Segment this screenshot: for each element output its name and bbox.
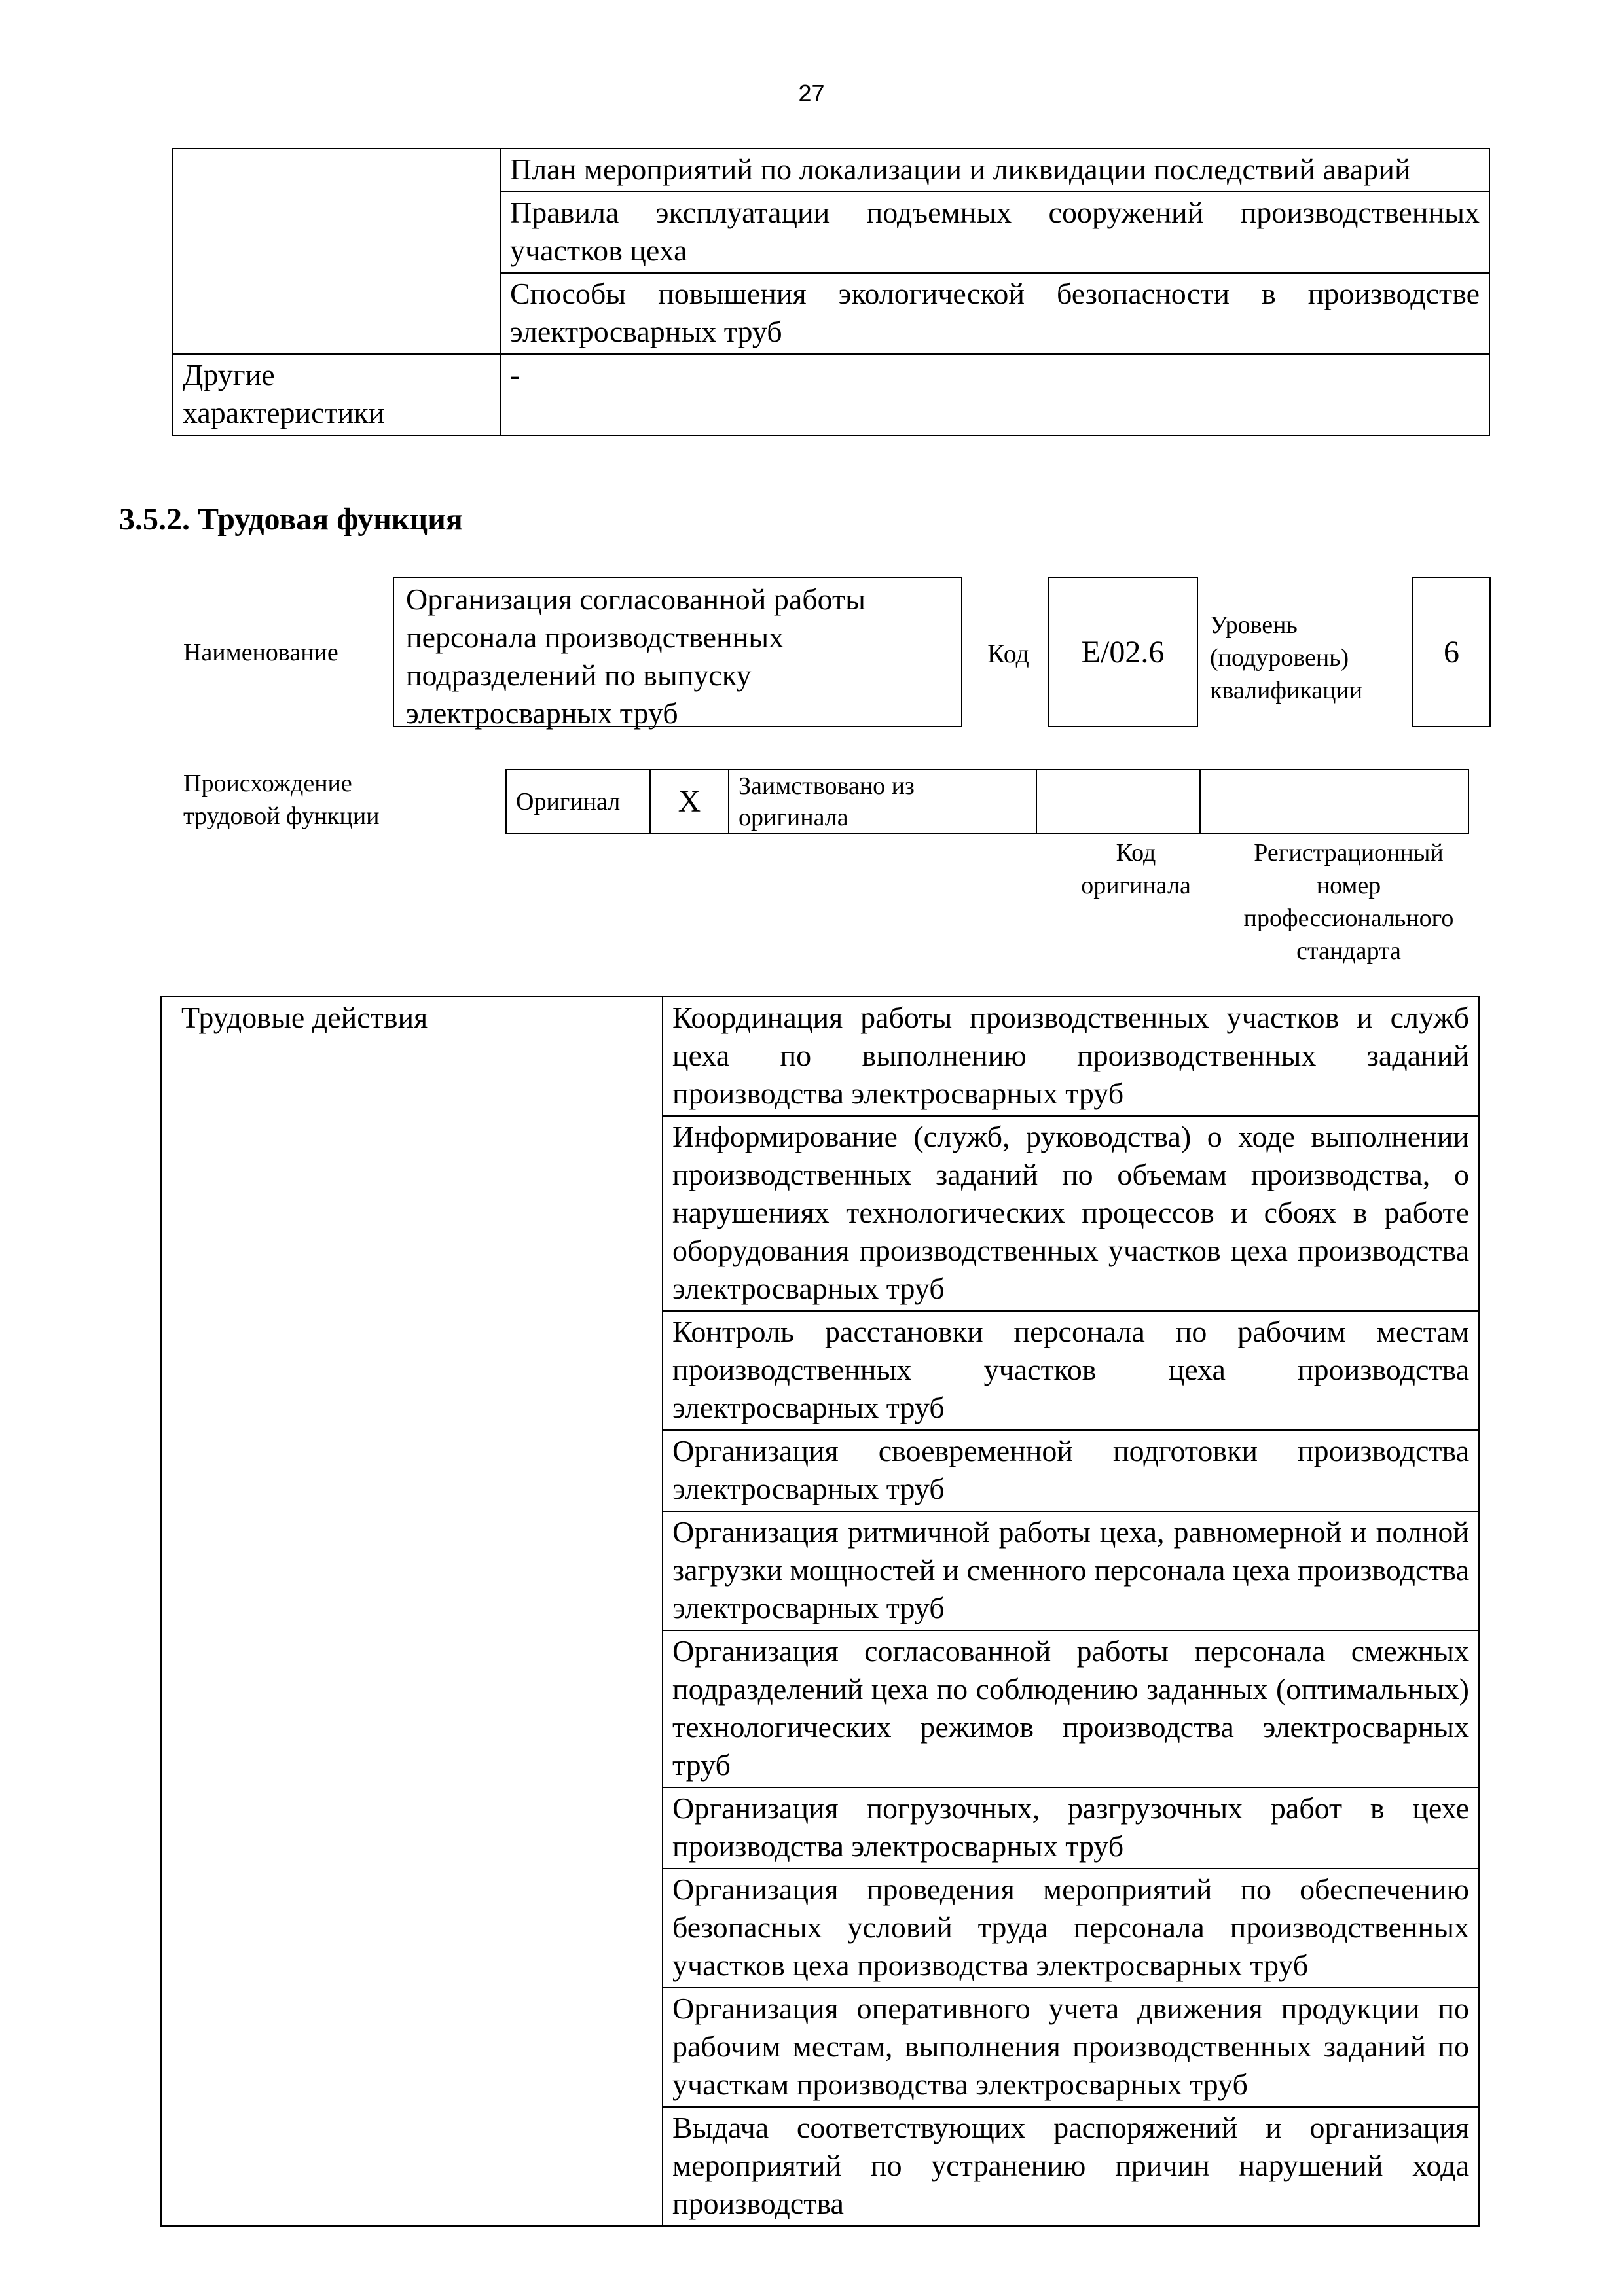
other-characteristics-label: Другие характеристики bbox=[173, 354, 500, 435]
labor-action-item: Организация погрузочных, разгрузочных работ в цехе производства электросварных труб bbox=[663, 1787, 1479, 1869]
origin-label bbox=[183, 767, 380, 833]
function-code-box: E/02.6 bbox=[1048, 577, 1198, 727]
original-mark-cell: X bbox=[650, 770, 729, 834]
labor-action-item: Организация проведения мероприятий по обеспечению безопасных условий труда персонала производственных участков цеха производства электросварных труб bbox=[663, 1869, 1479, 1988]
original-code-cell bbox=[1036, 770, 1200, 834]
section-heading: 3.5.2. Трудовая функция bbox=[119, 502, 463, 537]
labor-actions-table bbox=[160, 996, 1480, 2227]
code-label: Код bbox=[987, 639, 1029, 668]
labor-action-item: Выдача соответствующих распоряжений и организация мероприятий по устранению причин нарушений хода производства bbox=[663, 2107, 1479, 2226]
borrowed-label-cell: Заимствовано из оригинала bbox=[729, 770, 1036, 834]
empty-label-cell bbox=[173, 149, 500, 354]
labor-action-item: Координация работы производственных участков и служб цеха по выполнению производственных заданий производства электросварных труб bbox=[663, 997, 1479, 1116]
requirement-item: Правила эксплуатации подъемных сооружений производственных участков цеха bbox=[500, 192, 1489, 273]
top-requirements-table bbox=[172, 148, 1490, 436]
code-caption-line: Код bbox=[1116, 839, 1156, 867]
reg-caption-line: Регистрационный bbox=[1254, 839, 1444, 867]
registration-number-cell bbox=[1200, 770, 1468, 834]
reg-caption-line: номер bbox=[1316, 872, 1381, 899]
level-label-line: Уровень bbox=[1210, 611, 1298, 639]
registration-caption bbox=[1218, 836, 1480, 967]
labor-action-item: Организация оперативного учета движения продукции по рабочим местам, выполнения производственных заданий по участкам производства электросварных труб bbox=[663, 1988, 1479, 2107]
labor-action-item: Организация согласованной работы персонала смежных подразделений цеха по соблюдению заданных (оптимальных) технологических режимов производства электросварных труб bbox=[663, 1630, 1479, 1787]
labor-action-item: Организация своевременной подготовки производства электросварных труб bbox=[663, 1430, 1479, 1511]
qualification-level-label bbox=[1210, 609, 1362, 707]
original-label-cell: Оригинал bbox=[506, 770, 650, 834]
labor-action-item: Организация ритмичной работы цеха, равномерной и полной загрузки мощностей и сменного персонала цеха производства электросварных труб bbox=[663, 1511, 1479, 1630]
requirement-item: План мероприятий по локализации и ликвидации последствий аварий bbox=[500, 149, 1489, 192]
code-caption-line: оригинала bbox=[1081, 872, 1191, 899]
name-label: Наименование bbox=[183, 639, 338, 666]
reg-caption-line: профессионального bbox=[1243, 905, 1454, 932]
requirement-item: Способы повышения экологической безопасности в производстве электросварных труб bbox=[500, 273, 1489, 354]
labor-action-item: Контроль расстановки персонала по рабочим местам производственных участков цеха производства электросварных труб bbox=[663, 1311, 1479, 1430]
labor-action-item: Информирование (служб, руководства) о ходе выполнении производственных заданий по объемам производства, о нарушениях технологических процессов и сбоях в работе оборудования производственных участков цеха производства электросварных труб bbox=[663, 1116, 1479, 1311]
function-name-box: Организация согласованной работы персонала производственных подразделений по выпуску электросварных труб bbox=[393, 577, 962, 727]
other-characteristics-value: - bbox=[500, 354, 1489, 435]
origin-label-line: Происхождение bbox=[183, 770, 352, 797]
level-label-line: квалификации bbox=[1210, 677, 1363, 704]
labor-actions-label: Трудовые действия bbox=[161, 997, 663, 2226]
origin-table bbox=[505, 769, 1469, 834]
code-caption bbox=[1061, 836, 1211, 902]
level-label-line: (подуровень) bbox=[1210, 644, 1349, 672]
reg-caption-line: стандарта bbox=[1296, 937, 1401, 965]
qualification-level-box: 6 bbox=[1412, 577, 1491, 727]
page-number: 27 bbox=[798, 80, 825, 107]
origin-label-line: трудовой функции bbox=[183, 802, 380, 830]
